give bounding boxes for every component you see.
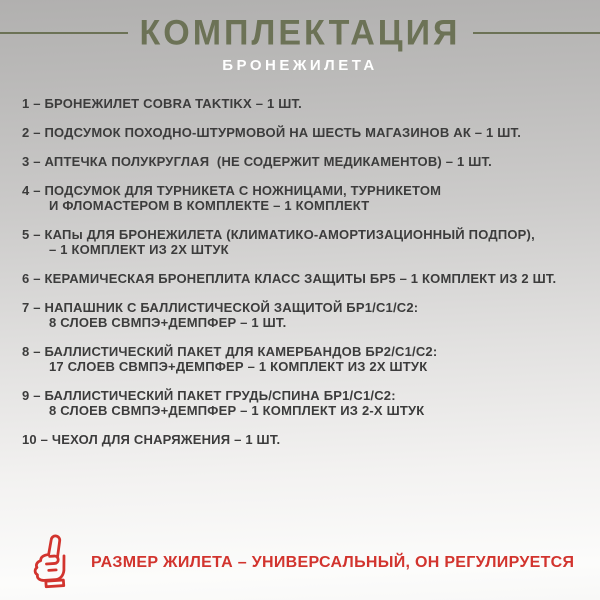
title-rule-right (473, 32, 600, 34)
list-item (22, 388, 582, 418)
item-text: 1 – БРОНЕЖИЛЕТ COBRA TAKTIKX – 1 ШТ. (22, 96, 302, 111)
list-item (22, 300, 582, 330)
page-title: КОМПЛЕКТАЦИЯ (139, 13, 461, 53)
list-item (22, 344, 582, 374)
item-text: 8 – БАЛЛИСТИЧЕСКИЙ ПАКЕТ ДЛЯ КАМЕРБАНДОВ БР2/С1/С2: (22, 344, 438, 359)
item-text-continued: – 1 КОМПЛЕКТ ИЗ 2Х ШТУК (49, 242, 229, 257)
page-subtitle: БРОНЕЖИЛЕТА (222, 57, 378, 74)
item-text: 6 – КЕРАМИЧЕСКАЯ БРОНЕПЛИТА КЛАСС ЗАЩИТЫ БР5 – 1 КОМПЛЕКТ ИЗ 2 ШТ. (22, 271, 557, 286)
item-text-continued: 8 СЛОЕВ СВМПЭ+ДЕМПФЕР – 1 ШТ. (49, 315, 287, 330)
item-text: 2 – ПОДСУМОК ПОХОДНО-ШТУРМОВОЙ НА ШЕСТЬ МАГАЗИНОВ АК – 1 ШТ. (22, 125, 522, 140)
header (0, 14, 600, 52)
item-text: 4 – ПОДСУМОК ДЛЯ ТУРНИКЕТА С НОЖНИЦАМИ, ТУРНИКЕТОМ (22, 183, 442, 198)
list-item (22, 432, 582, 447)
item-text: 10 – ЧЕХОЛ ДЛЯ СНАРЯЖЕНИЯ – 1 ШТ. (22, 432, 281, 447)
list-item (22, 271, 582, 286)
list-item (22, 125, 582, 140)
pointing-hand-icon (24, 529, 78, 595)
item-text: 9 – БАЛЛИСТИЧЕСКИЙ ПАКЕТ ГРУДЬ/СПИНА БР1/С1/С2: (22, 388, 396, 403)
item-text-continued: И ФЛОМАСТЕРОМ В КОМПЛЕКТЕ – 1 КОМПЛЕКТ (49, 198, 370, 213)
item-text-continued: 8 СЛОЕВ СВМПЭ+ДЕМПФЕР – 1 КОМПЛЕКТ ИЗ 2-Х ШТУК (49, 403, 425, 418)
list-item (22, 154, 582, 169)
title-rule-left (0, 32, 128, 34)
item-text: 5 – КАПы ДЛЯ БРОНЕЖИЛЕТА (КЛИМАТИКО-АМОРТИЗАЦИОННЫЙ ПОДПОР), (22, 227, 535, 242)
size-note (26, 531, 582, 594)
kit-items-list (22, 96, 582, 447)
item-text: 7 – НАПАШНИК С БАЛЛИСТИЧЕСКОЙ ЗАЩИТОЙ БР1/С1/С2: (22, 300, 419, 315)
item-text-continued: 17 СЛОЕВ СВМПЭ+ДЕМПФЕР – 1 КОМПЛЕКТ ИЗ 2Х ШТУК (49, 359, 428, 374)
item-text: 3 – АПТЕЧКА ПОЛУКРУГЛАЯ (НЕ СОДЕРЖИТ МЕДИКАМЕНТОВ) – 1 ШТ. (22, 154, 492, 169)
list-item (22, 96, 582, 111)
size-note-text: РАЗМЕР ЖИЛЕТА – УНИВЕРСАЛЬНЫЙ, ОН РЕГУЛИРУЕТСЯ (91, 553, 575, 571)
list-item (22, 183, 582, 213)
list-item (22, 227, 582, 257)
